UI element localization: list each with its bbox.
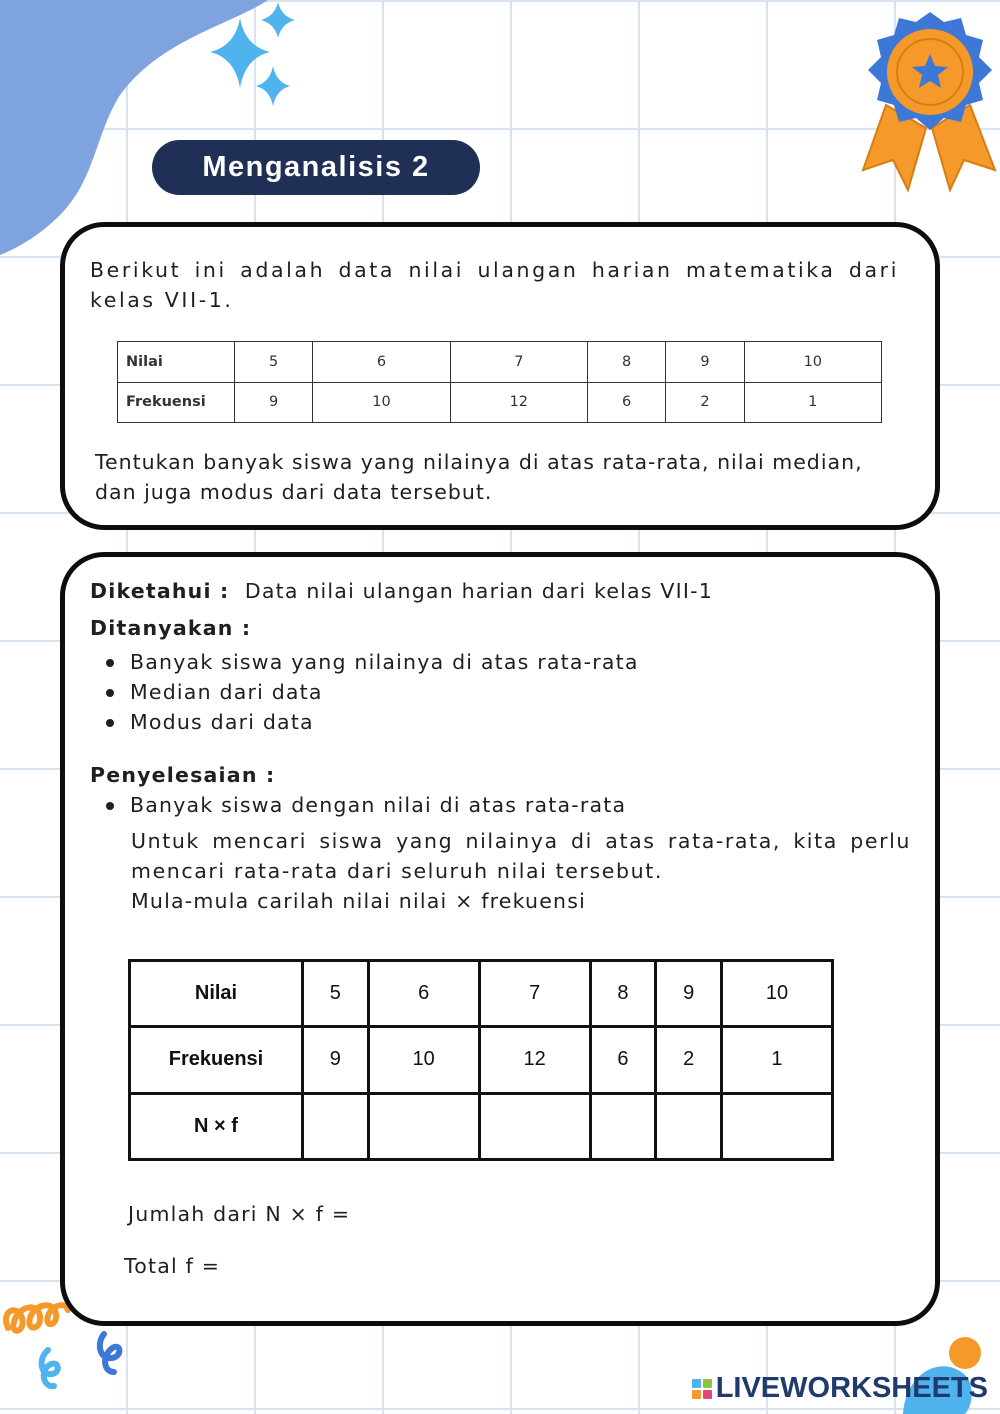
problem-data-table (117, 341, 882, 423)
answer-cell-nxf[interactable] (590, 1093, 656, 1159)
table-cell: 12 (479, 1027, 590, 1093)
step1-paragraph: Untuk mencari siswa yang nilainya di atas rata-rata, kita perlu mencari rata-rata dari seluruh nilai tersebut. (131, 829, 911, 883)
list-item: Modus dari data (90, 707, 890, 737)
table-row (130, 1093, 833, 1159)
problem-intro: Berikut ini adalah data nilai ulangan harian matematika dari kelas VII-1. (90, 258, 899, 312)
table-cell: 6 (313, 342, 450, 383)
table-row (118, 342, 882, 383)
jumlah-nxf-label: Jumlah dari N × f = (128, 1202, 351, 1226)
table-cell: 10 (721, 961, 832, 1027)
liveworksheets-logo (692, 1372, 988, 1405)
table-cell: 2 (666, 382, 744, 423)
answer-cell-nxf[interactable] (368, 1093, 479, 1159)
table-cell: 6 (590, 1027, 656, 1093)
table-cell: 5 (235, 342, 313, 383)
table-cell: 7 (450, 342, 587, 383)
logo-icon (692, 1379, 712, 1399)
table-cell: 10 (313, 382, 450, 423)
step1-instruction: Mula-mula carilah nilai nilai × frekuensi (131, 889, 587, 913)
list-item: Banyak siswa dengan nilai di atas rata-rata (90, 790, 890, 820)
ditanyakan-list (90, 647, 890, 737)
row-header: Frekuensi (130, 1027, 303, 1093)
table-cell: 9 (235, 382, 313, 423)
penyelesaian-label: Penyelesaian : (90, 763, 276, 787)
table-cell: 7 (479, 961, 590, 1027)
table-cell: 1 (744, 382, 881, 423)
ditanyakan-label: Ditanyakan : (90, 616, 252, 640)
diketahui-text: Data nilai ulangan harian dari kelas VII-1 (244, 579, 713, 603)
nxf-table (128, 959, 834, 1161)
answer-cell-nxf[interactable] (303, 1093, 369, 1159)
table-cell: 6 (587, 382, 665, 423)
table-cell: 5 (303, 961, 369, 1027)
total-f-answer[interactable] (236, 1248, 456, 1282)
table-cell: 6 (368, 961, 479, 1027)
total-f-label: Total f = (124, 1254, 221, 1278)
list-item: Banyak siswa yang nilainya di atas rata-rata (90, 647, 890, 677)
answer-cell-nxf[interactable] (479, 1093, 590, 1159)
table-cell: 8 (587, 342, 665, 383)
table-cell: 2 (656, 1027, 722, 1093)
jumlah-nxf-answer[interactable] (365, 1196, 585, 1230)
row-header: Nilai (130, 961, 303, 1027)
list-item: Median dari data (90, 677, 890, 707)
diketahui-label: Diketahui : (90, 579, 230, 603)
row-header: N × f (130, 1093, 303, 1159)
table-cell: 9 (666, 342, 744, 383)
diketahui-line (90, 576, 890, 606)
table-cell: 9 (303, 1027, 369, 1093)
table-cell: 10 (368, 1027, 479, 1093)
table-cell: 1 (721, 1027, 832, 1093)
answer-cell-nxf[interactable] (721, 1093, 832, 1159)
row-header: Nilai (118, 342, 235, 383)
table-row (118, 382, 882, 423)
sparkles-icon (200, 0, 310, 115)
table-row (130, 1027, 833, 1093)
problem-question: Tentukan banyak siswa yang nilainya di atas rata-rata, nilai median, dan juga modus dari data tersebut. (95, 450, 863, 504)
table-cell: 9 (656, 961, 722, 1027)
table-cell: 10 (744, 342, 881, 383)
medal-icon (858, 10, 1000, 200)
penyelesaian-list (90, 790, 890, 820)
table-cell: 12 (450, 382, 587, 423)
table-cell: 8 (590, 961, 656, 1027)
row-header: Frekuensi (118, 382, 235, 423)
logo-text: LIVEWORKSHEETS (715, 1372, 988, 1404)
answer-cell-nxf[interactable] (656, 1093, 722, 1159)
table-row (130, 961, 833, 1027)
page-title: Menganalisis 2 (152, 140, 480, 195)
